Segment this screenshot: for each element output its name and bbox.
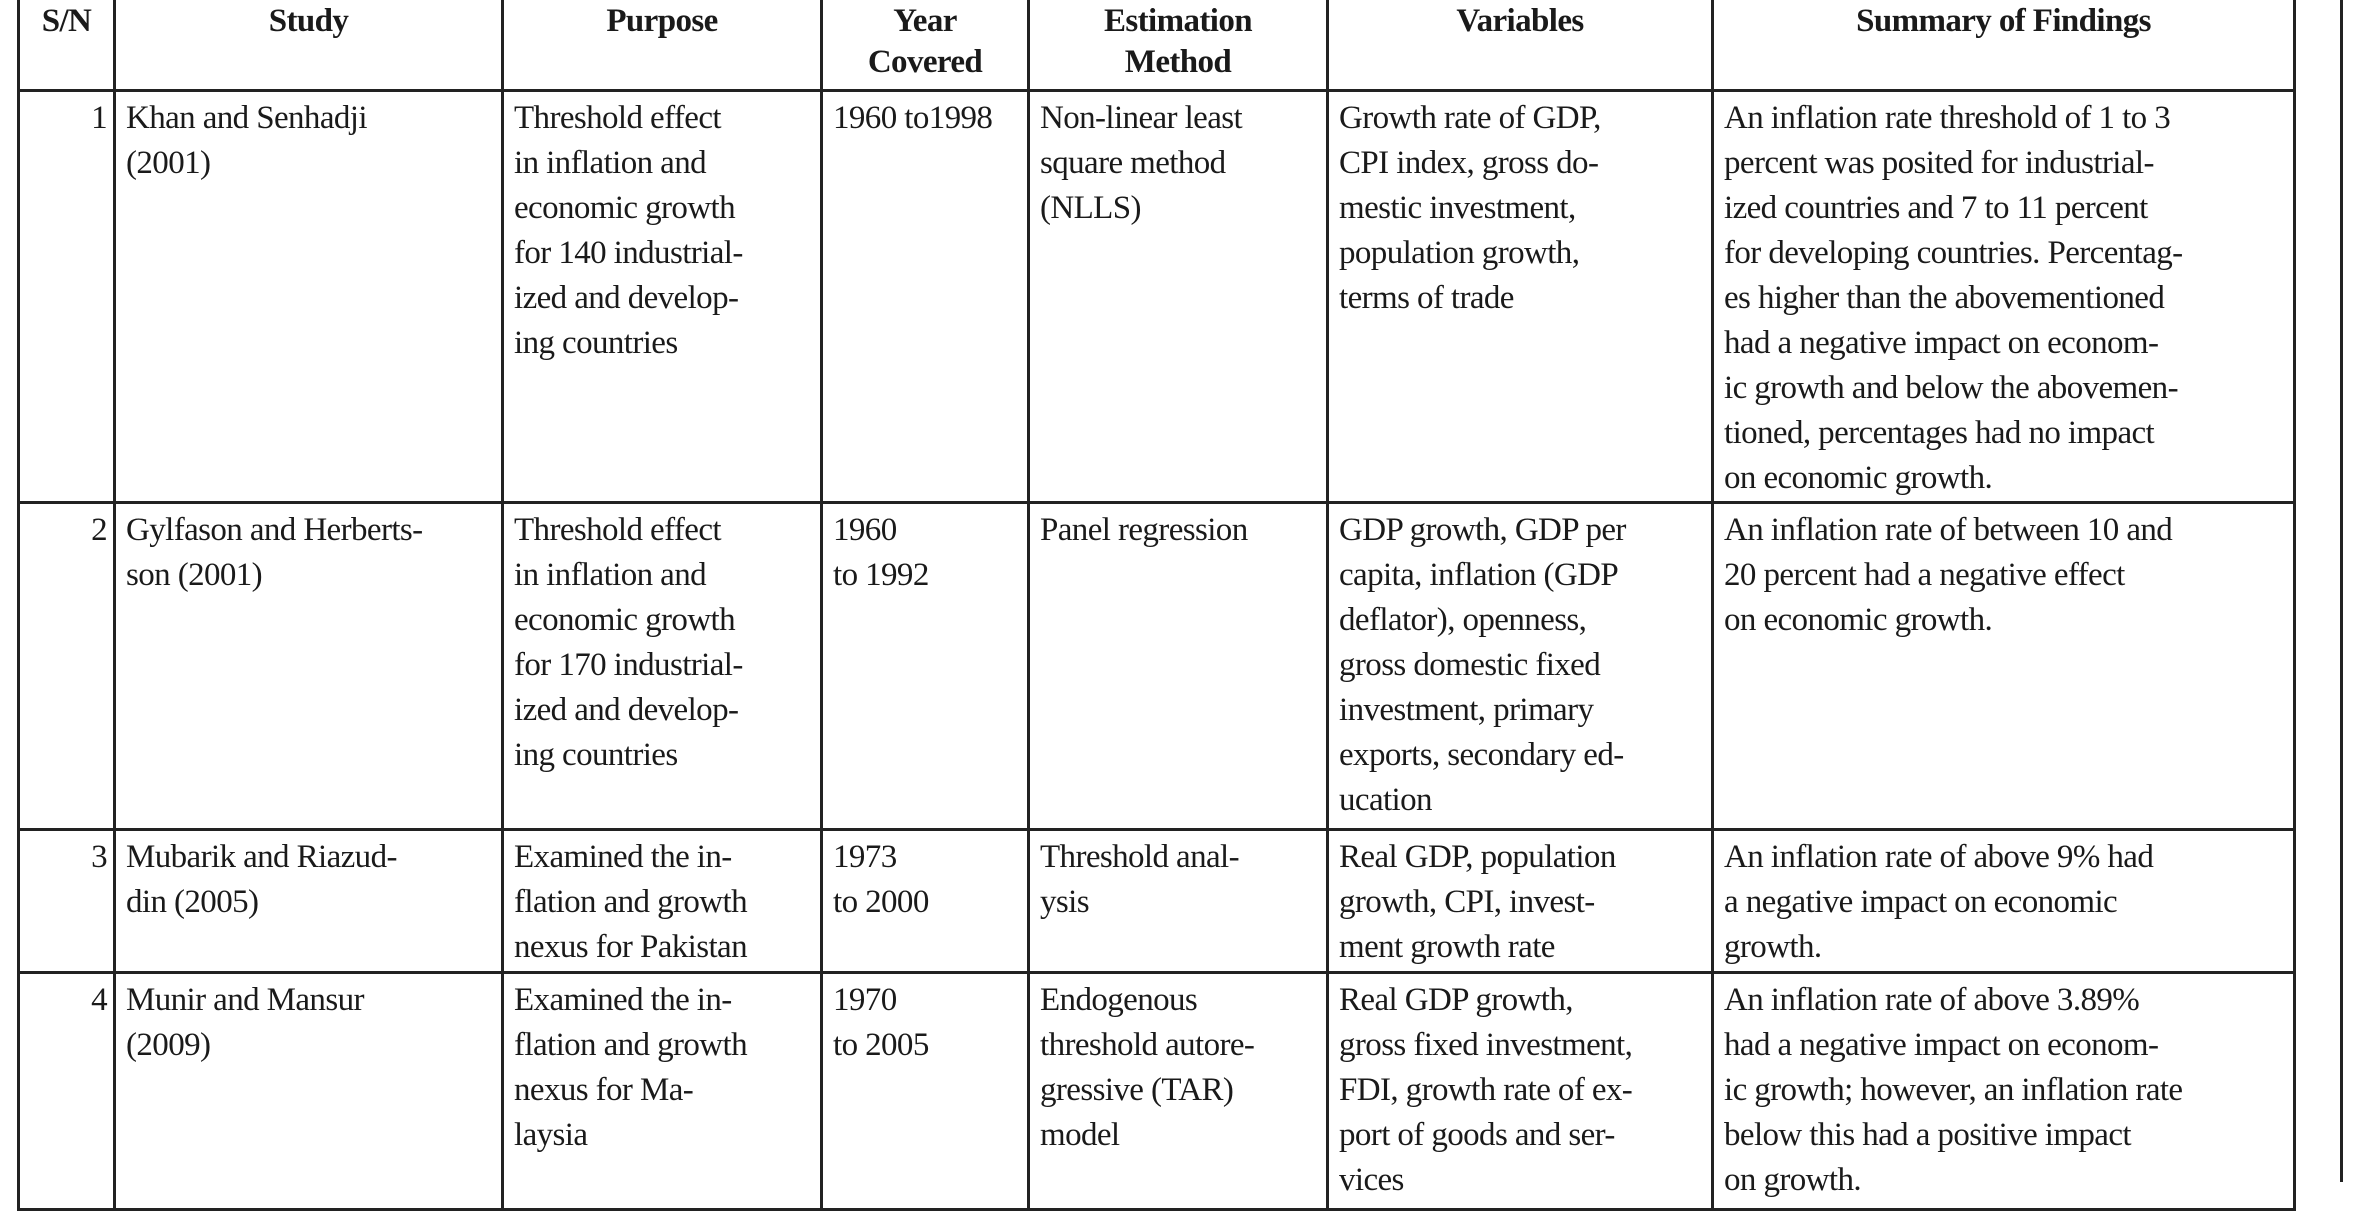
cell-study: Khan and Senhadji (2001) — [115, 91, 503, 503]
cell-findings: An inflation rate of above 9% had a negative impact on economic growth. — [1713, 830, 2295, 973]
cell-findings: An inflation rate threshold of 1 to 3 percent was posited for industrial- ized countries and 7 to 11 percent for developing countries. Percentag- es higher than the abovementioned had a negative impact on econom- ic growth and below the abovemen- tioned, percentages had no impact on economic growth. — [1713, 91, 2295, 503]
cell-method: Endogenous threshold autore- gressive (TAR) model — [1029, 973, 1328, 1210]
cell-year: 1960 to1998 — [822, 91, 1029, 503]
cell-purpose: Threshold effect in inflation and economic growth for 170 industrial- ized and develop- ing countries — [503, 503, 822, 830]
header-method: Estimation Method — [1029, 0, 1328, 91]
cell-year: 1960 to 1992 — [822, 503, 1029, 830]
cell-purpose: Examined the in- flation and growth nexus for Pakistan — [503, 830, 822, 973]
cell-variables: GDP growth, GDP per capita, inflation (GDP deflator), openness, gross domestic fixed investment, primary exports, secondary ed- ucation — [1328, 503, 1713, 830]
cell-method: Threshold anal- ysis — [1029, 830, 1328, 973]
header-year: Year Covered — [822, 0, 1029, 91]
cell-study: Munir and Mansur (2009) — [115, 973, 503, 1210]
table-row — [19, 503, 2295, 830]
cell-findings: An inflation rate of above 3.89% had a negative impact on econom- ic growth; however, an inflation rate below this had a positive impact on growth. — [1713, 973, 2295, 1210]
cell-findings: An inflation rate of between 10 and 20 percent had a negative effect on economic growth. — [1713, 503, 2295, 830]
table-row — [19, 973, 2295, 1210]
header-findings: Summary of Findings — [1713, 0, 2295, 91]
cell-purpose: Threshold effect in inflation and economic growth for 140 industrial- ized and develop- ing countries — [503, 91, 822, 503]
cell-year: 1973 to 2000 — [822, 830, 1029, 973]
header-study: Study — [115, 0, 503, 91]
cell-sn: 4 — [19, 973, 115, 1210]
cell-variables: Real GDP, population growth, CPI, invest- ment growth rate — [1328, 830, 1713, 973]
cell-study: Gylfason and Herberts- son (2001) — [115, 503, 503, 830]
header-purpose: Purpose — [503, 0, 822, 91]
cell-sn: 1 — [19, 91, 115, 503]
page-margin-rule — [2340, 0, 2343, 1182]
cell-sn: 3 — [19, 830, 115, 973]
cell-variables: Real GDP growth, gross fixed investment, FDI, growth rate of ex- port of goods and ser- vices — [1328, 973, 1713, 1210]
cell-study: Mubarik and Riazud- din (2005) — [115, 830, 503, 973]
cell-sn: 2 — [19, 503, 115, 830]
cell-purpose: Examined the in- flation and growth nexus for Ma- laysia — [503, 973, 822, 1210]
cell-variables: Growth rate of GDP, CPI index, gross do- mestic investment, population growth, terms of trade — [1328, 91, 1713, 503]
table-row — [19, 830, 2295, 973]
cell-method: Panel regression — [1029, 503, 1328, 830]
header-sn: S/N — [19, 0, 115, 91]
table-header-row — [19, 0, 2295, 91]
cell-method: Non-linear least square method (NLLS) — [1029, 91, 1328, 503]
cell-year: 1970 to 2005 — [822, 973, 1029, 1210]
header-variables: Variables — [1328, 0, 1713, 91]
table-row — [19, 91, 2295, 503]
literature-review-table — [17, 0, 2296, 1211]
